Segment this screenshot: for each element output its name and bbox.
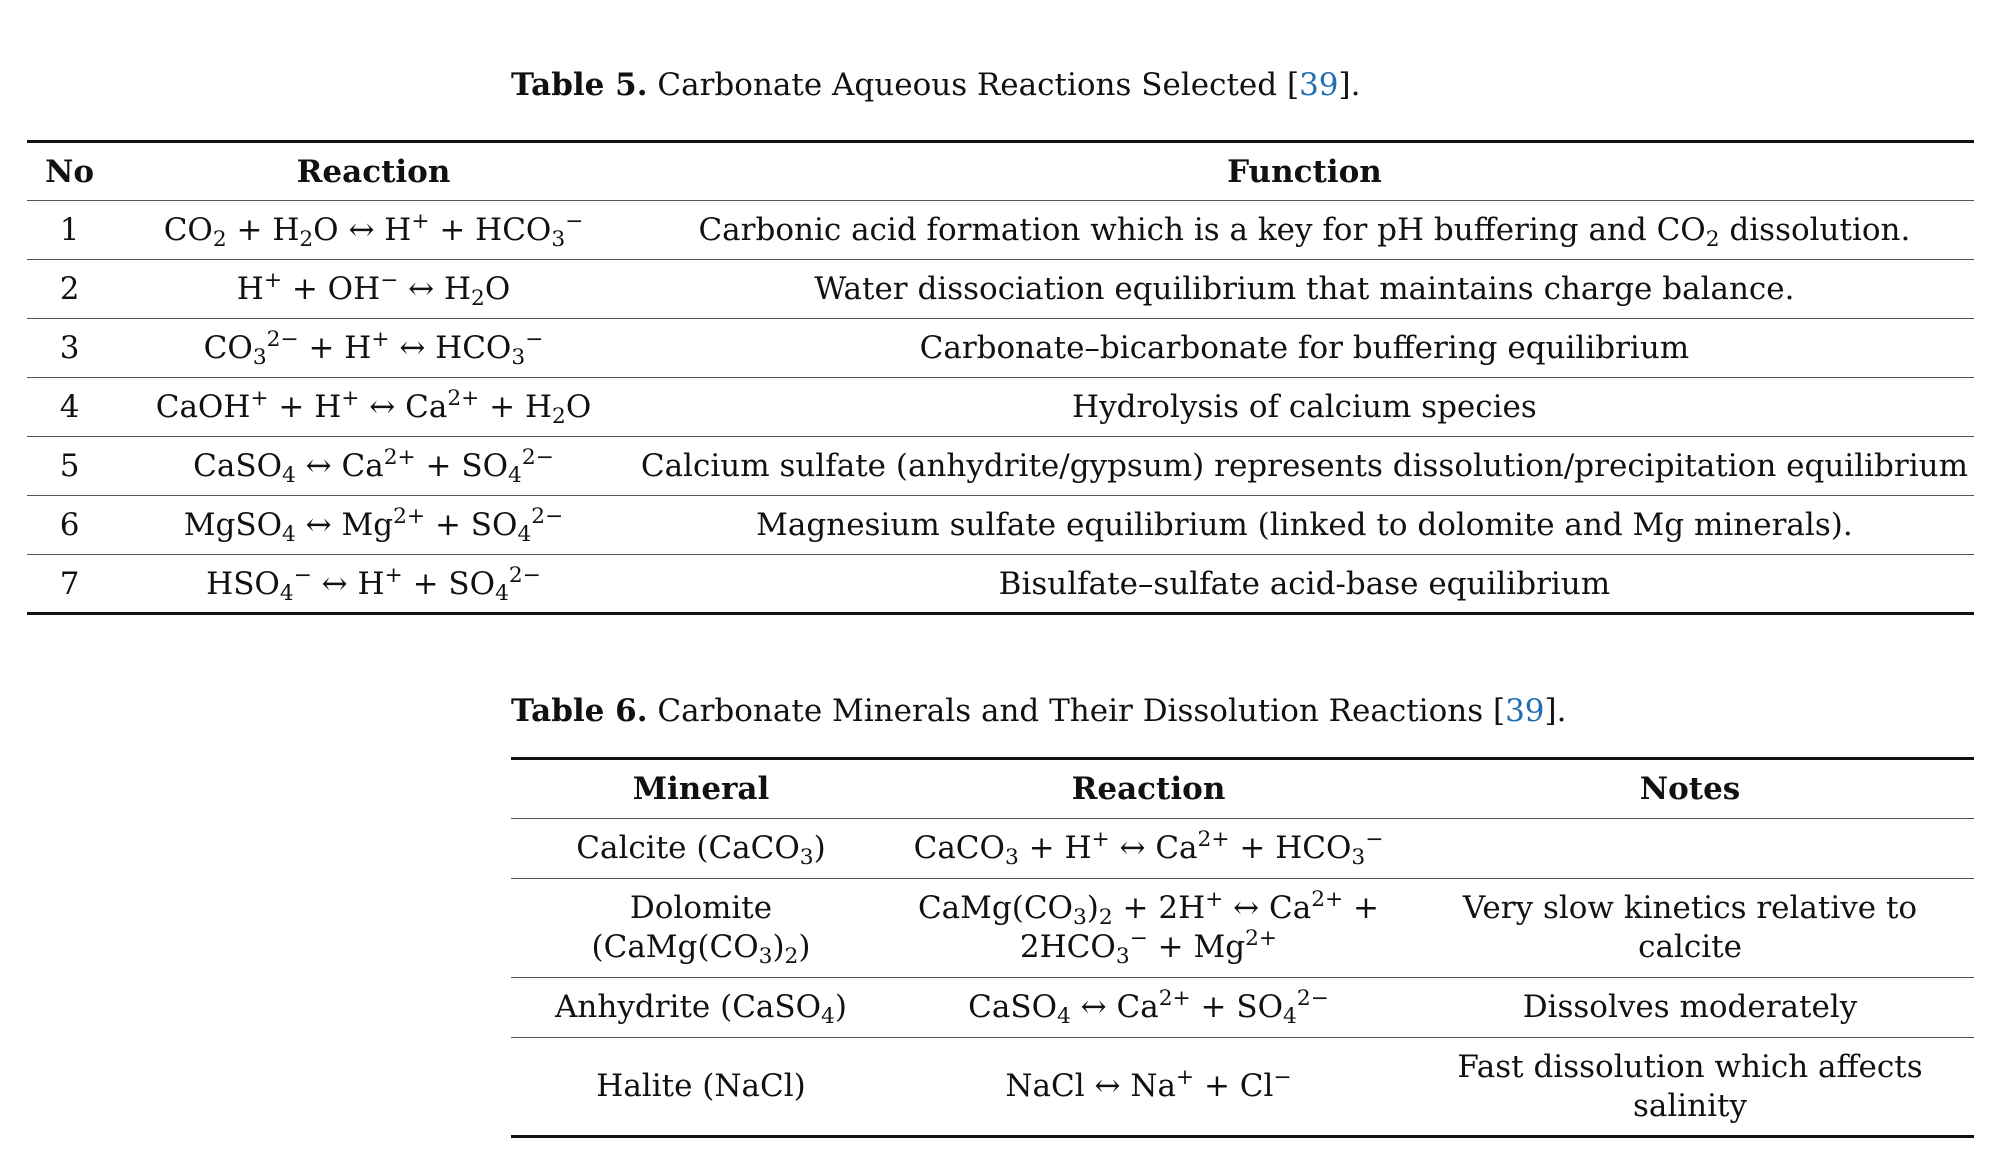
table6-caption-end: ]. (1544, 693, 1567, 729)
mineral-notes: Very slow kinetics relative to calcite (1406, 879, 1974, 978)
table6-header-row (511, 759, 1974, 819)
table6 (511, 757, 1974, 1138)
table6-header-mineral: Mineral (511, 759, 891, 819)
reaction-equation: MgSO$_4$ ↔ $Mg^{2+} + SO_4^{2-}$ (112, 496, 635, 555)
table6-row (511, 879, 1974, 978)
table5-body (27, 201, 1974, 614)
table6-header-reaction: Reaction (891, 759, 1406, 819)
mineral-name: Halite (NaCl) (511, 1038, 891, 1137)
row-number: 4 (27, 378, 112, 437)
table6-row (511, 819, 1974, 879)
table5-header-function: Function (635, 142, 1974, 201)
dissolution-reaction: $CaMg(CO_3)_2 + 2H^+$ ↔ $Ca^{2+}$ + $2HCO_3^- + Mg^{2+}$ (891, 879, 1406, 978)
reaction-function: Magnesium sulfate equilibrium (linked to dolomite and Mg minerals). (635, 496, 1974, 555)
table5 (27, 140, 1974, 615)
reaction-function: Carbonate–bicarbonate for buffering equilibrium (635, 319, 1974, 378)
row-number: 5 (27, 437, 112, 496)
reaction-equation: $CO_3^{2-} + H^+$ ↔ $HCO_3^-$ (112, 319, 635, 378)
row-number: 2 (27, 260, 112, 319)
row-number: 7 (27, 555, 112, 614)
table5-row (27, 555, 1974, 614)
reaction-equation: H+ + OH− ↔ $H_2O$ (112, 260, 635, 319)
reaction-equation: CaOH+ + H+ ↔ $Ca^{2+} + H_2O$ (112, 378, 635, 437)
table5-row (27, 319, 1974, 378)
table5-caption (511, 67, 1361, 103)
table5-row (27, 260, 1974, 319)
row-number: 6 (27, 496, 112, 555)
table5-row (27, 201, 1974, 260)
reaction-equation: $CO_2 + H_2O$ ↔ $H^+ + HCO_3^-$ (163, 209, 584, 253)
mineral-notes: Dissolves moderately (1406, 978, 1974, 1038)
reaction-function: Water dissociation equilibrium that maintains charge balance. (635, 260, 1974, 319)
reaction-function: Carbonic acid formation which is a key for pH buffering and $CO_2$ dissolution. (698, 212, 1911, 253)
row-number: 1 (59, 212, 80, 248)
table5-row (27, 378, 1974, 437)
table5-caption-end: ]. (1338, 67, 1361, 103)
table5-row (27, 496, 1974, 555)
row-number: 3 (27, 319, 112, 378)
mineral-notes: Fast dissolution which affects salinity (1406, 1038, 1974, 1137)
reaction-function: Calcium sulfate (anhydrite/gypsum) represents dissolution/precipitation equilibrium (635, 437, 1974, 496)
table5-header-row (27, 142, 1974, 201)
table5-header-reaction: Reaction (112, 142, 635, 201)
table6-body (511, 819, 1974, 1137)
table6-row (511, 978, 1974, 1038)
dissolution-reaction: CaSO$_4$ ↔ $Ca^{2+} + SO_4^{2-}$ (891, 978, 1406, 1038)
table6-header-notes: Notes (1406, 759, 1974, 819)
table6-row (511, 1038, 1974, 1137)
table6-caption (511, 693, 1567, 729)
reaction-equation: CaSO$_4$ ↔ $Ca^{2+} + SO_4^{2-}$ (112, 437, 635, 496)
table5-header-no: No (27, 142, 112, 201)
mineral-name: Calcite (CaCO$_3$) (576, 830, 826, 871)
reaction-function: Hydrolysis of calcium species (635, 378, 1974, 437)
table6-citation-link[interactable]: 39 (1505, 693, 1545, 729)
mineral-notes (1406, 819, 1974, 879)
reaction-equation: $HSO_4^-$ ↔ $H^+ + SO_4^{2-}$ (112, 555, 635, 614)
reaction-function: Bisulfate–sulfate acid-base equilibrium (635, 555, 1974, 614)
mineral-name: Anhydrite (CaSO$_4$) (511, 978, 891, 1038)
dissolution-reaction: CaCO$_3$ + H+ ↔ $Ca^{2+} + HCO_3^-$ (913, 827, 1384, 871)
table6-caption-label: Table 6. (511, 693, 648, 729)
table5-caption-text: Carbonate Aqueous Reactions Selected [ (657, 67, 1300, 103)
table5-citation-link[interactable]: 39 (1299, 67, 1339, 103)
table5-caption-label: Table 5. (511, 67, 648, 103)
mineral-name: Dolomite $(CaMg(CO_3)_2)$ (511, 879, 891, 978)
table5-row (27, 437, 1974, 496)
dissolution-reaction: NaCl ↔ Na+ + Cl− (891, 1038, 1406, 1137)
table6-caption-text: Carbonate Minerals and Their Dissolution Reactions [ (657, 693, 1506, 729)
